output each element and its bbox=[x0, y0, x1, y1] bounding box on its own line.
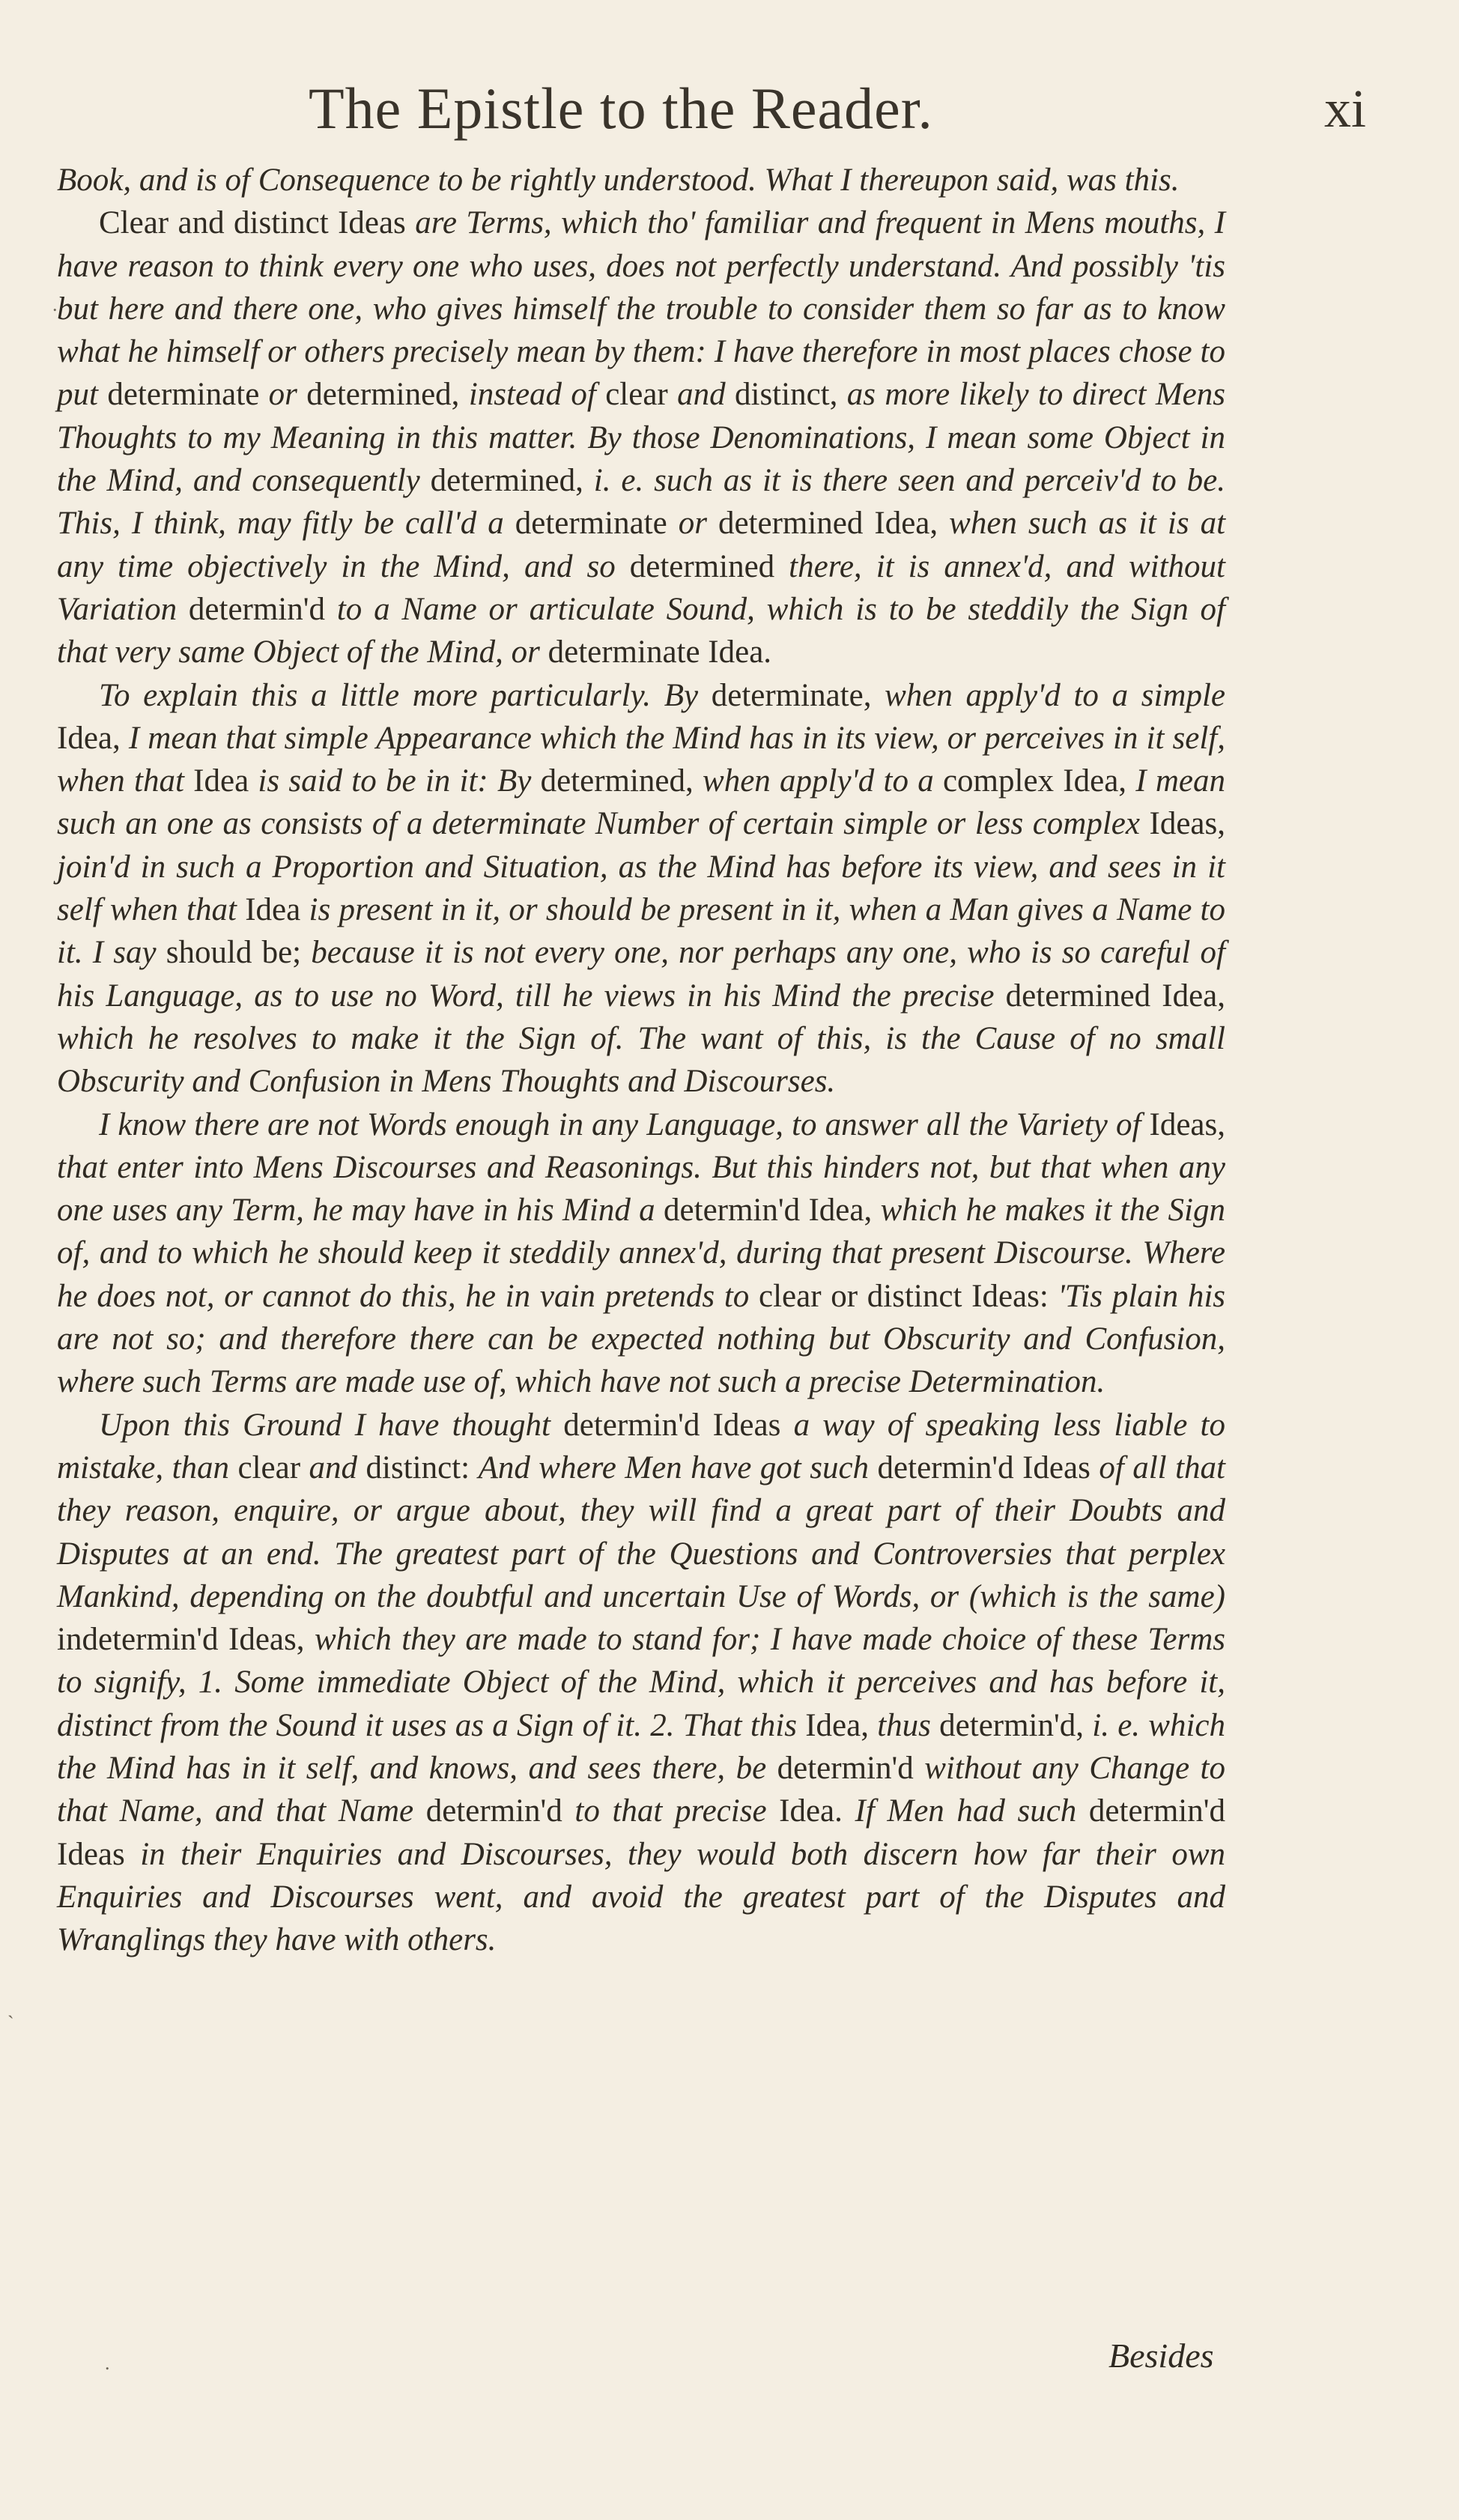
roman-text: determined, bbox=[430, 463, 594, 499]
italic-text: is said to be in it: By bbox=[258, 763, 541, 799]
italic-text: or bbox=[678, 506, 718, 542]
italic-text: and bbox=[309, 1450, 366, 1485]
italic-text: in their Enquiries and Discourses, they would both discern how far their own Enquiries and Discourses went, and avoid the greatest part of the Disputes and Wranglings they have with others. bbox=[57, 1836, 1225, 1958]
italic-text: Upon this Ground I have thought bbox=[99, 1407, 564, 1443]
roman-text: determin'd Ideas bbox=[877, 1450, 1099, 1485]
italic-text: because it is not every one, nor perhaps any one, who is so careful of his Language, as to use no Word, till he views in his Mind the precise bbox=[57, 935, 1225, 1014]
roman-text: complex Idea, bbox=[942, 763, 1136, 799]
roman-text: determinate, bbox=[711, 677, 885, 713]
roman-text: Ideas, bbox=[1149, 1106, 1225, 1142]
italic-text: thus bbox=[877, 1707, 940, 1743]
italic-text: a way of speaking less liable to mistake, than bbox=[57, 1407, 1225, 1485]
italic-text: If Men had such bbox=[855, 1793, 1089, 1829]
roman-text: Idea, bbox=[57, 720, 129, 756]
roman-text: determined Idea, bbox=[718, 506, 950, 542]
roman-text: Ideas, bbox=[1149, 806, 1225, 842]
margin-tick: ` bbox=[7, 2012, 14, 2034]
roman-text: determin'd Idea, bbox=[664, 1193, 881, 1229]
page-number: xi bbox=[1324, 79, 1367, 139]
paragraph bbox=[57, 1103, 1225, 1404]
roman-text: clear bbox=[237, 1450, 309, 1485]
roman-text: distinct, bbox=[735, 377, 847, 413]
roman-text: clear or distinct Ideas: bbox=[759, 1278, 1058, 1314]
roman-text: determined bbox=[629, 548, 789, 584]
italic-text: is present in it, or should be present in it, when a Man gives a Name to it. I say bbox=[57, 892, 1226, 971]
italic-text: which they are made to stand for; I have made choice of these Terms to signify, 1. Some immediate Object of the Mind, which it perceives and has before it, distinct from the Sound it uses as a Sign of it. 2. That this bbox=[57, 1622, 1225, 1743]
roman-text: determinate bbox=[107, 377, 269, 413]
italic-text: when apply'd to a simple bbox=[885, 677, 1225, 713]
italic-text: to that precise bbox=[574, 1793, 780, 1829]
italic-text: without any Change to that Name, and that Name bbox=[57, 1750, 1225, 1829]
italic-text: i. e. which the Mind has in it self, and knows, and sees there, be bbox=[57, 1707, 1225, 1786]
paragraph bbox=[57, 1404, 1225, 1962]
italic-text: i. e. such as it is there seen and perceiv'd to be. This, I think, may fitly be call'd a bbox=[57, 463, 1225, 542]
margin-dot: . bbox=[52, 294, 58, 315]
margin-dot: . bbox=[105, 2352, 110, 2374]
roman-text: determinate Idea. bbox=[547, 634, 772, 670]
roman-text: determin'd, bbox=[939, 1707, 1093, 1743]
italic-text: that enter into Mens Discourses and Reasonings. But this hinders not, but that when any one uses any Term, he may have in his Mind a bbox=[57, 1149, 1225, 1229]
roman-text: determin'd bbox=[188, 591, 337, 627]
roman-text: determined, bbox=[540, 763, 703, 799]
roman-text: determin'd Ideas bbox=[563, 1407, 794, 1443]
paragraph bbox=[57, 674, 1225, 1103]
roman-text: determined, bbox=[306, 377, 469, 413]
italic-text: there, it is annex'd, and without Variation bbox=[57, 548, 1225, 627]
roman-text: should be; bbox=[166, 935, 312, 971]
paragraph bbox=[57, 159, 1225, 202]
roman-text: determin'd bbox=[777, 1750, 925, 1786]
italic-text: which he resolves to make it the Sign of. The want of this, is the Cause of no small Obscurity and Confusion in Mens Thoughts and Discourses. bbox=[57, 1020, 1225, 1100]
roman-text: Clear and distinct Ideas bbox=[99, 205, 416, 241]
italic-text: And where Men have got such bbox=[478, 1450, 878, 1485]
roman-text: Idea bbox=[245, 892, 309, 928]
italic-text: I mean such an one as consists of a determinate Number of certain simple or less complex bbox=[57, 763, 1225, 842]
roman-text: determined Idea, bbox=[1005, 978, 1225, 1014]
running-title: The Epistle to the Reader. bbox=[309, 76, 933, 141]
italic-text: which he makes it the Sign of, and to which he should keep it steddily annex'd, during that present Discourse. Where he does not, or cannot do this, he in vain pretends to bbox=[57, 1193, 1225, 1314]
roman-text: Idea, bbox=[805, 1707, 878, 1743]
paragraph bbox=[57, 202, 1225, 673]
italic-text: of all that they reason, enquire, or argue about, they will find a great part of their Doubts and Disputes at an end. The greatest part of the Questions and Controversies that perplex Mankind, depending on the doubtful and uncertain Use of Words, or (which is the same) bbox=[57, 1450, 1226, 1614]
running-head bbox=[0, 75, 1459, 157]
roman-text: determin'd bbox=[425, 1793, 575, 1829]
italic-text: I mean that simple Appearance which the Mind has in its view, or perceives in it self, when that bbox=[57, 720, 1225, 799]
italic-text: when apply'd to a bbox=[703, 763, 943, 799]
roman-text: distinct: bbox=[365, 1450, 479, 1485]
italic-text: I know there are not Words enough in any Language, to answer all the Variety of bbox=[99, 1106, 1150, 1142]
roman-text: Idea. bbox=[779, 1793, 855, 1829]
italic-text: 'Tis plain his are not so; and therefore there can be expected nothing but Obscurity and Confusion, where such Terms are made use of, which have not such a precise Determination. bbox=[57, 1278, 1225, 1400]
roman-text: determinate bbox=[515, 506, 679, 542]
catchword: Besides bbox=[1108, 2336, 1214, 2375]
italic-text: To explain this a little more particularly. By bbox=[99, 677, 712, 713]
roman-text: determin'd Ideas bbox=[57, 1793, 1225, 1872]
italic-text: instead of bbox=[468, 377, 606, 413]
italic-text: and bbox=[677, 377, 735, 413]
roman-text: indetermin'd Ideas, bbox=[57, 1622, 315, 1658]
body-text bbox=[57, 159, 1225, 1961]
roman-text: clear bbox=[605, 377, 678, 413]
roman-text: Idea bbox=[193, 763, 258, 799]
italic-text: to a Name or articulate Sound, which is to be steddily the Sign of that very same Object of the Mind, or bbox=[57, 591, 1226, 670]
italic-text: are Terms, which tho' familiar and frequent in Mens mouths, I have reason to think every one who uses, does not perfectly understand. And possibly 'tis but here and there one, who gives himself the trouble to consider them so far as to know what he himself or others precisely mean by them: I have therefore in most places chose to put bbox=[57, 205, 1225, 413]
italic-text: join'd in such a Proportion and Situation, as the Mind has before its view, and sees in it self when that bbox=[57, 849, 1225, 928]
italic-text: when such as it is at any time objectively in the Mind, and so bbox=[57, 506, 1226, 584]
italic-text: or bbox=[268, 377, 307, 413]
italic-text: Book, and is of Consequence to be rightly understood. What I thereupon said, was this. bbox=[57, 163, 1180, 198]
italic-text: as more likely to direct Mens Thoughts to my Meaning in this matter. By those Denominations, I mean some Object in the Mind, and consequently bbox=[57, 377, 1225, 499]
